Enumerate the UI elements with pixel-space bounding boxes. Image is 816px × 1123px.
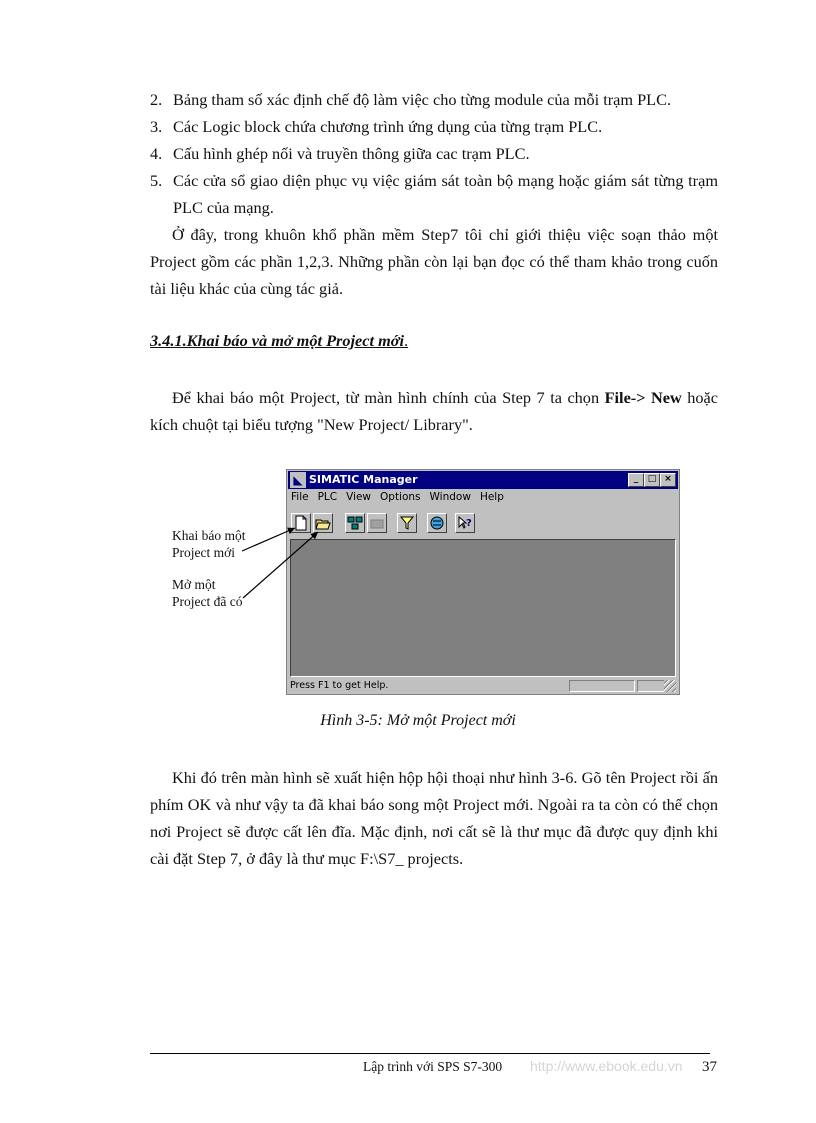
- arrow-to-open-icon: [243, 532, 318, 598]
- menu-options[interactable]: Options: [380, 491, 421, 503]
- paragraph: Khi đó trên màn hình sẽ xuất hiện hộp hội thoại như hình 3-6. Gõ tên Project rồi ấn phím OK và như vậy ta đã khai báo song một Project mới. Ngoài ra ta còn có thể chọn nơi Project sẽ được cất lên đĩa. Mặc định, nơi cất sẽ là thư mục đã được quy định khi cài đặt Step 7, ở đây là thư mục F:\S7_ projects.: [150, 768, 718, 868]
- close-button[interactable]: ×: [660, 473, 676, 487]
- menu-window[interactable]: Window: [429, 491, 471, 503]
- paragraph: Ở đây, trong khuôn khổ phần mềm Step7 tôi chỉ giới thiệu việc soạn thảo một Project gồm các phần 1,2,3. Những phần còn lại bạn đọc có thể tham khảo trong cuốn tài liệu khác của cùng tác giả.: [150, 225, 718, 298]
- arrow-to-new-icon: [242, 528, 295, 551]
- menu-view[interactable]: View: [346, 491, 372, 503]
- menu-help[interactable]: Help: [479, 491, 504, 503]
- paragraph: Để khai báo một Project, từ màn hình chính của Step 7 ta chọn File-> New hoặc kích chuột tại biểu tượng "New Project/ Library".: [150, 388, 718, 434]
- page-number: 37: [702, 1059, 717, 1075]
- menu-file[interactable]: File: [291, 491, 309, 503]
- maximize-button[interactable]: □: [644, 473, 660, 487]
- simatic-app-icon: ◣: [290, 472, 306, 488]
- status-bar: Press F1 to get Help.: [289, 679, 677, 693]
- list-item: 3. Các Logic block chứa chương trình ứng dụng của từng trạm PLC.: [150, 117, 603, 136]
- callout-new-project: Khai báo một Project mới: [172, 528, 246, 560]
- menu-plc[interactable]: PLC: [317, 491, 338, 503]
- list-item: 4. Cấu hình ghép nối và truyền thông giữa cac trạm PLC.: [150, 144, 530, 163]
- figure-caption: Hình 3-5: Mở một Project mới: [320, 712, 516, 729]
- window-title: SIMATIC Manager: [309, 473, 418, 486]
- footer-title: Lập trình với SPS S7-300: [363, 1059, 503, 1074]
- svg-text:?: ?: [466, 518, 472, 529]
- list-item: 2. Bảng tham số xác định chế độ làm việc cho từng module của mỗi trạm PLC.: [150, 90, 672, 109]
- footer-divider: [150, 1053, 710, 1054]
- callout-open-project: Mở một Project đã có: [172, 577, 243, 609]
- minimize-button[interactable]: _: [628, 473, 644, 487]
- watermark: http://www.ebook.edu.vn: [530, 1058, 683, 1074]
- list-item: 5. Các cửa sổ giao diện phục vụ việc giám sát toàn bộ mạng hoặc giám sát từng trạm PLC của mạng.: [150, 171, 718, 217]
- section-heading: 3.4.1.Khai báo và mở một Project mới.: [150, 331, 409, 350]
